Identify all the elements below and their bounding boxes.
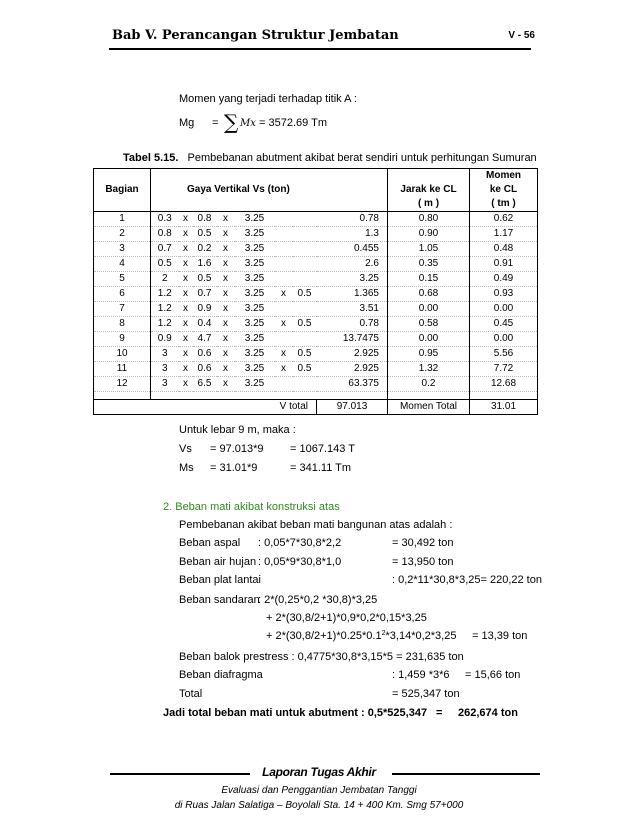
mtotal-label: Momen Total [388,400,470,415]
cell-x3 [275,377,293,392]
cell-a: 0.3 [151,212,179,227]
cell-x1: x [179,227,193,242]
cell-no: 10 [94,347,151,362]
cell-x3: x [275,362,293,377]
diafragma-label: Beban diafragma [179,669,263,681]
ms-expr: = 31.01*9 [210,462,258,474]
moment-var: Mx [240,118,256,129]
cell-x1: x [179,257,193,272]
cell-momen: 5.56 [470,347,538,362]
cell-vs: 0.455 [317,242,388,257]
footer-title: Laporan Tugas Akhir [262,765,376,779]
cell-momen: 0.00 [470,332,538,347]
cell-momen: 0.93 [470,287,538,302]
cell-x2: x [217,302,235,317]
vs-label: Vs [179,443,192,455]
conclusion-text: Jadi total beban mati untuk abutment : 0,5*525,347 [163,707,428,719]
cell-momen: 7.72 [470,362,538,377]
cell-jarak: 0.00 [388,332,470,347]
cell-b: 0.5 [193,272,217,287]
sigma-glyph: ∑ [224,110,239,134]
conclusion-equals: = [436,707,443,719]
mtotal-value: 31.01 [470,400,538,415]
cell-c: 3.25 [235,317,275,332]
cell-c: 3.25 [235,347,275,362]
cell-x3: x [275,347,293,362]
aspal-result: = 30,492 ton [392,537,454,549]
cell-jarak: 0.00 [388,302,470,317]
balok-line: Beban balok prestress : 0,4775*30,8*3,15*5 = 231,635 ton [179,651,464,663]
total-label: Total [179,688,203,700]
cell-no: 5 [94,272,151,287]
sandaran-line1: : 2*(0,25*0,2 *30,8)*3,25 [258,594,378,606]
cell-x3 [275,242,293,257]
cell-a: 3 [151,347,179,362]
cell-d: 0.5 [293,362,317,377]
cell-jarak: 0.15 [388,272,470,287]
abutment-load-table [93,168,538,415]
header-title: Bab V. Perancangan Struktur Jembatan [112,28,399,43]
table-header-row-1 [94,169,538,184]
cell-b: 6.5 [193,377,217,392]
total-result: = 525,347 ton [392,688,460,700]
cell-x3: x [275,287,293,302]
cell-jarak: 1.32 [388,362,470,377]
cell-x1: x [179,332,193,347]
ms-label: Ms [179,462,194,474]
header-bagian: Bagian [94,183,151,197]
table-row [94,302,538,317]
cell-c: 3.25 [235,242,275,257]
cell-c: 3.25 [235,377,275,392]
cell-c: 3.25 [235,362,275,377]
cell-jarak: 1.05 [388,242,470,257]
table-row [94,362,538,377]
cell-x3 [275,212,293,227]
cell-x2: x [217,332,235,347]
cell-no: 4 [94,257,151,272]
cell-vs: 0.78 [317,317,388,332]
table-caption-number: Tabel 5.15. [123,152,179,164]
cell-c: 3.25 [235,272,275,287]
cell-b: 0.2 [193,242,217,257]
cell-momen: 0.62 [470,212,538,227]
cell-d [293,227,317,242]
cell-x2: x [217,287,235,302]
vtotal-label: V total [94,400,317,415]
cell-b: 4.7 [193,332,217,347]
header-momen: Momen [470,169,538,184]
vs-result: = 1067.143 T [290,443,355,455]
cell-a: 3 [151,377,179,392]
cell-no: 12 [94,377,151,392]
cell-x3 [275,227,293,242]
cell-b: 0.9 [193,302,217,317]
cell-x2: x [217,227,235,242]
cell-momen: 0.00 [470,302,538,317]
cell-vs: 0.78 [317,212,388,227]
cell-a: 1.2 [151,287,179,302]
cell-x2: x [217,257,235,272]
table-body [94,212,538,392]
plat-result: : 0,2*11*30,8*3,25= 220,22 ton [392,574,542,586]
hujan-expr: : 0,05*9*30,8*1,0 [258,556,342,568]
cell-vs: 2.925 [317,347,388,362]
cell-x1: x [179,347,193,362]
cell-d [293,242,317,257]
header-jarak-unit: ( m ) [388,197,470,212]
cell-x1: x [179,317,193,332]
aspal-expr: : 0,05*7*30,8*2,2 [258,537,342,549]
cell-x1: x [179,377,193,392]
cell-no: 1 [94,212,151,227]
cell-vs: 1.365 [317,287,388,302]
header-gaya: Gaya Vertikal Vs (ton) [151,183,388,197]
table-row [94,377,538,392]
cell-a: 3 [151,362,179,377]
vs-expr: = 97.013*9 [210,443,264,455]
sandaran-result: = 13,39 ton [472,630,528,642]
vtotal-value: 97.013 [317,400,388,415]
cell-a: 0.5 [151,257,179,272]
cell-x2: x [217,347,235,362]
cell-a: 1.2 [151,317,179,332]
table-header-row-3 [94,197,538,212]
cell-jarak: 0.2 [388,377,470,392]
plat-label: Beban plat lantai [179,574,261,586]
cell-a: 1.2 [151,302,179,317]
cell-b: 1.6 [193,257,217,272]
table-row [94,317,538,332]
cell-x3 [275,272,293,287]
width-intro: Untuk lebar 9 m, maka : [179,424,296,436]
cell-b: 0.8 [193,212,217,227]
sandaran-line3: + $2*(30,8/2+1)*0.25*0.1^2*3,14*0,2*3,25$ [266,630,457,642]
cell-c: 3.25 [235,212,275,227]
cell-a: 0.7 [151,242,179,257]
cell-jarak: 0.80 [388,212,470,227]
cell-x3: x [275,317,293,332]
cell-no: 8 [94,317,151,332]
cell-x1: x [179,362,193,377]
conclusion-result: 262,674 ton [458,707,518,719]
cell-x1: x [179,212,193,227]
table-row [94,257,538,272]
header-jarak: Jarak ke CL [388,183,470,197]
cell-no: 7 [94,302,151,317]
moment-intro: Momen yang terjadi terhadap titik A : [179,93,357,105]
cell-x2: x [217,242,235,257]
section2-heading: 2. Beban mati akibat konstruksi atas [163,501,340,513]
table-caption-text: Pembebanan abutment akibat berat sendiri untuk perhitungan Sumuran [187,152,537,164]
cell-no: 9 [94,332,151,347]
cell-d [293,377,317,392]
cell-d [293,332,317,347]
cell-jarak: 0.58 [388,317,470,332]
cell-momen: 0.45 [470,317,538,332]
cell-c: 3.25 [235,257,275,272]
cell-vs: 13.7475 [317,332,388,347]
cell-vs: 63.375 [317,377,388,392]
section2-intro: Pembebanan akibat beban mati bangunan atas adalah : [179,519,453,531]
table-row [94,272,538,287]
cell-a: 2 [151,272,179,287]
cell-x2: x [217,317,235,332]
cell-jarak: 0.95 [388,347,470,362]
cell-no: 6 [94,287,151,302]
moment-label: Mg [179,117,195,129]
cell-d [293,257,317,272]
table-row [94,212,538,227]
footer-line2: di Ruas Jalan Salatiga – Boyolali Sta. 14 + 400 Km. Smg 57+000 [174,800,464,811]
table-row [94,227,538,242]
cell-d [293,302,317,317]
cell-x3 [275,302,293,317]
sandaran-label: Beban sandaran [179,594,260,606]
cell-x2: x [217,362,235,377]
table-total-row [94,400,538,415]
cell-momen: 0.49 [470,272,538,287]
cell-jarak: 0.90 [388,227,470,242]
cell-vs: 2.6 [317,257,388,272]
ms-result: = 341.11 Tm [290,462,352,474]
sigma-symbol [224,110,239,134]
header-momen-unit: ( tm ) [470,197,538,212]
cell-momen: 0.91 [470,257,538,272]
cell-x3 [275,332,293,347]
table-row [94,347,538,362]
cell-vs: 2.925 [317,362,388,377]
cell-momen: 12.68 [470,377,538,392]
cell-b: 0.5 [193,227,217,242]
cell-d [293,272,317,287]
cell-x1: x [179,242,193,257]
cell-c: 3.25 [235,332,275,347]
cell-b: 0.6 [193,347,217,362]
header-divider [109,48,531,50]
table-caption [123,152,537,164]
table-spacer-row [94,392,538,400]
cell-a: 0.9 [151,332,179,347]
cell-d: 0.5 [293,287,317,302]
table-header-row-2 [94,183,538,197]
cell-jarak: 0.35 [388,257,470,272]
cell-vs: 3.51 [317,302,388,317]
cell-b: 0.4 [193,317,217,332]
cell-b: 0.7 [193,287,217,302]
cell-momen: 1.17 [470,227,538,242]
cell-x2: x [217,272,235,287]
cell-no: 11 [94,362,151,377]
cell-x2: x [217,212,235,227]
cell-d [293,212,317,227]
header-ke-cl: ke CL [470,183,538,197]
cell-x1: x [179,302,193,317]
cell-c: 3.25 [235,287,275,302]
page-number: V - 56 [508,30,535,41]
cell-c: 3.25 [235,302,275,317]
cell-x3 [275,257,293,272]
cell-no: 3 [94,242,151,257]
cell-vs: 3.25 [317,272,388,287]
table-row [94,242,538,257]
moment-value: = 3572.69 Tm [259,117,327,129]
diafragma-expr: : 1,459 *3*6 [392,669,450,681]
cell-jarak: 0.68 [388,287,470,302]
cell-b: 0.6 [193,362,217,377]
cell-x1: x [179,287,193,302]
cell-d: 0.5 [293,317,317,332]
cell-x2: x [217,377,235,392]
cell-no: 2 [94,227,151,242]
cell-a: 0.8 [151,227,179,242]
cell-vs: 1.3 [317,227,388,242]
table-row [94,332,538,347]
table-row [94,287,538,302]
hujan-result: = 13,950 ton [392,556,454,568]
aspal-label: Beban aspal [179,537,241,549]
cell-c: 3.25 [235,227,275,242]
cell-x1: x [179,272,193,287]
moment-equals: = [212,117,219,129]
cell-d: 0.5 [293,347,317,362]
footer-line1: Evaluasi dan Penggantian Jembatan Tanggi [221,785,417,796]
cell-momen: 0.48 [470,242,538,257]
sandaran-line2: + 2*(30,8/2+1)*0,9*0,2*0,15*3,25 [266,612,427,624]
hujan-label: Beban air hujan [179,556,257,568]
diafragma-result: = 15,66 ton [465,669,521,681]
